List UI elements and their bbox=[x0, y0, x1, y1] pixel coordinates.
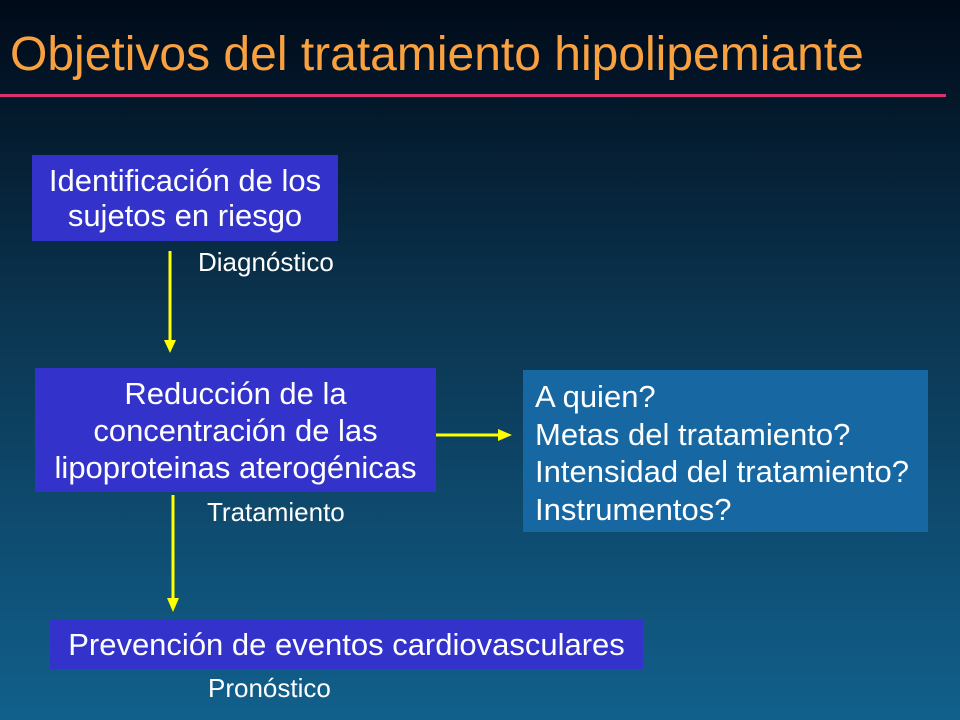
step-box-reduction-line: lipoproteinas aterogénicas bbox=[54, 449, 417, 485]
step-box-reduction-line: Reducción de la bbox=[124, 375, 347, 411]
step-box-prevention bbox=[50, 620, 643, 669]
arrow-right-icon-reduction-to-questions bbox=[436, 429, 512, 441]
question-item: Metas del tratamiento? bbox=[535, 416, 851, 452]
question-item: A quien? bbox=[535, 379, 656, 414]
step-box-reduction-line: concentración de las bbox=[93, 412, 378, 448]
label-diagnosis: Diagnóstico bbox=[198, 247, 334, 277]
step-box-identification-line: Identificación de los bbox=[48, 163, 322, 198]
arrow-down-icon-reduction-to-prevention bbox=[167, 495, 179, 612]
arrow-down-icon-identification-to-reduction bbox=[164, 251, 176, 353]
label-prognosis: Pronóstico bbox=[208, 673, 331, 703]
question-item: Instrumentos? bbox=[535, 491, 732, 527]
slide-title: Objetivos del tratamiento hipolipemiante bbox=[10, 28, 864, 81]
title-underline bbox=[0, 94, 946, 97]
step-box-identification-line: sujetos en riesgo bbox=[67, 198, 303, 233]
label-treatment: Tratamiento bbox=[207, 497, 345, 527]
step-box-prevention-line: Prevención de eventos cardiovasculares bbox=[68, 626, 625, 662]
questions-box bbox=[523, 370, 928, 532]
question-item: Intensidad del tratamiento? bbox=[535, 454, 909, 489]
step-box-identification bbox=[32, 155, 338, 241]
step-box-reduction bbox=[35, 368, 436, 492]
